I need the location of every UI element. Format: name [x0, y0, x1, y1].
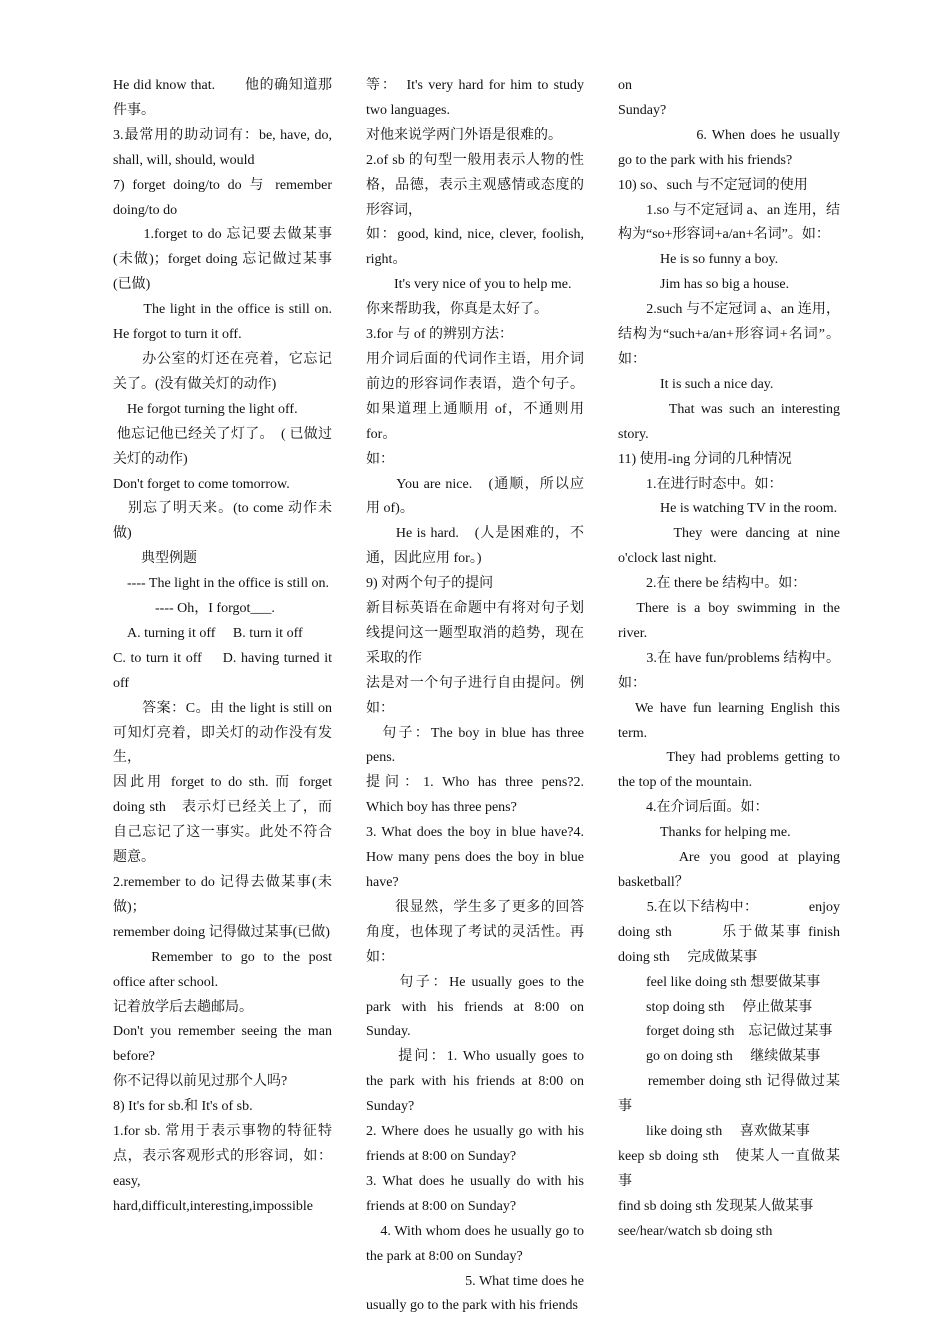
- text-line: 你不记得以前见过那个人吗?: [113, 1074, 288, 1090]
- text-line: 提问：1. Who usually goes to the park with his friends at 8:00 on Sunday?: [366, 1049, 588, 1115]
- text-line: 3.在 have fun/problems 结构中。如：: [618, 650, 840, 691]
- text-line: 1.在进行时态中。如：: [618, 476, 783, 492]
- text-line: 5.在以下结构中： enjoy doing sth 乐于做某事 finish doing sth 完成做某事: [618, 899, 844, 965]
- text-line: He is hard. (人是困难的，不通，因此应用 for。): [366, 526, 584, 567]
- text-line: forget doing sth 忘记做过某事: [618, 1024, 833, 1040]
- text-line: It's very nice of you to help me.: [366, 277, 572, 293]
- text-line: 5. What time does he usually go to the park with his friends: [366, 1273, 588, 1314]
- text-line: ---- Oh，I forgot___.: [113, 601, 275, 617]
- text-line: 记着放学后去趟邮局。: [113, 999, 253, 1015]
- text-line: He did know that. 他的确知道那件事。: [113, 78, 332, 118]
- text-line: He is so funny a boy.: [618, 252, 779, 268]
- text-line: keep sb doing sth 使某人一直做某事: [618, 1148, 840, 1189]
- text-column-right: [618, 74, 844, 1245]
- text-line: The light in the office is still on. He forgot to turn it off.: [113, 302, 336, 343]
- text-line: remember doing sth 记得做过某事: [618, 1074, 840, 1115]
- text-line: 10) so、such 与不定冠词的使用: [618, 177, 808, 193]
- text-line: 6. When does he usually go to the park with his friends?: [618, 127, 844, 168]
- text-line: 如：good, kind, nice, clever, foolish, right。: [366, 227, 588, 268]
- text-line: 7) forget doing/to do 与 remember doing/to do: [113, 177, 336, 218]
- text-line: He is watching TV in the room.: [618, 501, 838, 517]
- text-line: 2.在 there be 结构中。如：: [618, 576, 807, 592]
- text-line: Are you good at playing basketball？: [618, 850, 844, 890]
- text-line: Thanks for helping me.: [618, 825, 791, 841]
- text-line: 等： It's very hard for him to study two languages.: [366, 78, 588, 118]
- text-line: 如：: [366, 451, 394, 467]
- text-line: They had problems getting to the top of the mountain.: [618, 750, 844, 791]
- text-line: 提问：1. Who has three pens?2. Which boy has three pens?: [366, 775, 588, 816]
- text-line: 新目标英语在命题中有将对句子划线提问这一题型取消的趋势，现在采取的作: [366, 601, 584, 666]
- text-line: Jim has so big a house.: [618, 277, 790, 293]
- text-line: 句子：The boy in blue has three pens.: [366, 725, 588, 766]
- text-line: 3.最常用的助动词有：be, have, do, shall, will, should, would: [113, 127, 336, 168]
- text-line: 4.在介词后面。如：: [618, 800, 769, 816]
- text-line: remember doing 记得做过某事(已做): [113, 924, 330, 940]
- text-line: 8) It's for sb.和 It's of sb.: [113, 1099, 253, 1115]
- text-line: Don't you remember seeing the man before?: [113, 1024, 336, 1065]
- text-line: 2. Where does he usually go with his friends at 8:00 on Sunday?: [366, 1124, 588, 1164]
- text-line: We have fun learning English this term.: [618, 700, 844, 741]
- text-line: Remember to go to the post office after school.: [113, 949, 336, 990]
- text-line: 别忘了明天来。(to come 动作未做): [113, 501, 332, 542]
- text-line: 办公室的灯还在亮着，它忘记关了。(没有做关灯的动作): [113, 351, 332, 392]
- text-line: Don't forget to come tomorrow.: [113, 476, 290, 492]
- text-column-left: [113, 74, 336, 1220]
- text-line: It is such a nice day.: [618, 376, 774, 392]
- text-line: go on doing sth 继续做某事: [618, 1049, 821, 1065]
- text-line: 1.so 与不定冠词 a、an 连用，结构为“so+形容词+a/an+名词”。如：: [618, 202, 840, 243]
- text-line: C. to turn it off D. having turned it off: [113, 650, 336, 691]
- text-line: 法是对一个句子进行自由提问。例如：: [366, 675, 584, 716]
- text-line: That was such an interesting story.: [618, 401, 844, 442]
- text-line: 句子：He usually goes to the park with his friends at 8:00 on Sunday.: [366, 974, 588, 1040]
- text-line: 2.such 与不定冠词 a、an 连用，结构为“such+a/an+形容词+名词”。如：: [618, 302, 840, 367]
- text-line: Sunday?: [618, 102, 667, 118]
- text-line: like doing sth 喜欢做某事: [618, 1124, 810, 1140]
- text-line: A. turning it off B. turn it off: [113, 625, 303, 641]
- text-line: 典型例题: [113, 551, 197, 567]
- text-line: 4. With whom does he usually go to the park at 8:00 on Sunday?: [366, 1223, 588, 1264]
- text-line: 1.for sb. 常用于表示事物的特征特点，表示客观形式的形容词，如：easy, hard,difficult,interesting,impossible: [113, 1124, 332, 1214]
- text-column-middle: [366, 74, 588, 1319]
- text-line: 3. What does he usually do with his friends at 8:00 on Sunday?: [366, 1173, 588, 1214]
- text-line: 对他来说学两门外语是很难的。: [366, 127, 562, 143]
- text-line: 很显然，学生多了更多的回答角度，也体现了考试的灵活性。再如：: [366, 899, 584, 965]
- text-line: 9) 对两个句子的提问: [366, 576, 494, 592]
- text-line: 2.of sb 的句型一般用表示人物的性格，品德，表示主观感情或态度的形容词，: [366, 152, 584, 218]
- text-line: There is a boy swimming in the river.: [618, 601, 844, 641]
- text-line: on: [618, 78, 632, 93]
- text-line: see/hear/watch sb doing sth: [618, 1223, 773, 1239]
- text-line: 因此用 forget to do sth. 而 forget doing sth 表示灯已经关上了，而自己忘记了这一事实。此处不符合题意。: [113, 775, 336, 866]
- text-line: find sb doing sth 发现某人做某事: [618, 1198, 814, 1214]
- text-line: 3. What does the boy in blue have?4. How many pens does the boy in blue have?: [366, 825, 588, 890]
- text-line: 11) 使用-ing 分词的几种情况: [618, 451, 792, 467]
- text-line: He forgot turning the light off.: [113, 401, 298, 417]
- text-line: 用介词后面的代词作主语，用介词前边的形容词作表语，造个句子。如果道理上通顺用 of，不通则用 for。: [366, 351, 588, 442]
- text-line: stop doing sth 停止做某事: [618, 999, 813, 1015]
- text-line: 3.for 与 of 的辨别方法：: [366, 327, 513, 343]
- text-line: 他忘记他已经关了灯了。 ( 已做过关灯的动作): [113, 426, 333, 467]
- text-line: ---- The light in the office is still on.: [113, 576, 330, 592]
- text-line: 你来帮助我，你真是太好了。: [366, 302, 548, 318]
- text-line: 1.forget to do 忘记要去做某事(未做)；forget doing 忘记做过某事(已做): [113, 227, 332, 293]
- text-line: You are nice. (通顺，所以应用 of)。: [366, 476, 584, 517]
- text-line: feel like doing sth 想要做某事: [618, 974, 821, 990]
- text-line: They were dancing at nine o'clock last night.: [618, 526, 844, 567]
- text-line: 答案：C。由 the light is still on 可知灯亮着，即关灯的动作没有发生，: [113, 700, 336, 766]
- text-line: 2.remember to do 记得去做某事(未做)；: [113, 875, 332, 915]
